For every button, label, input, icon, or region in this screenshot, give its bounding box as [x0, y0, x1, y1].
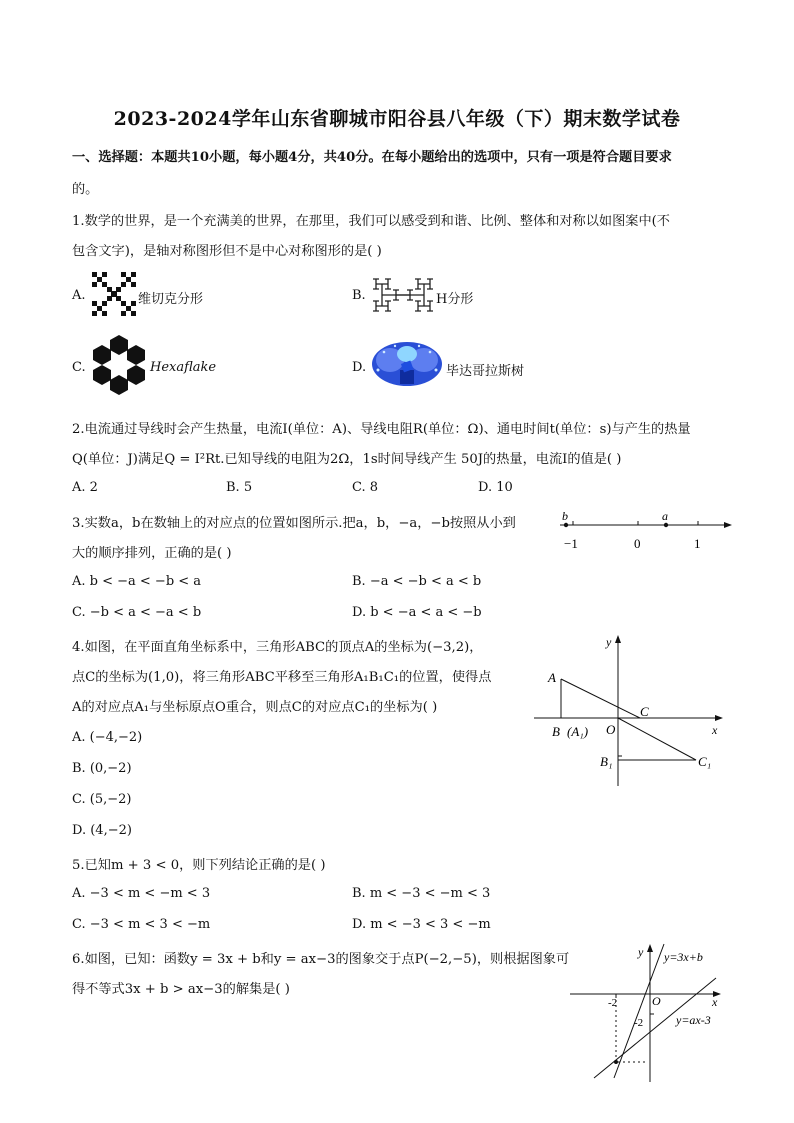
q6-axis-y: y	[638, 945, 644, 959]
q4-option-d: D. (4,−2)	[72, 823, 132, 838]
q2-option-b: B. 5	[226, 480, 253, 495]
q1-option-a-text: 维切克分形	[138, 292, 204, 307]
q2-option-a: A. 2	[72, 480, 98, 495]
q2-option-d: D. 10	[478, 480, 513, 495]
q1-stem-line1: 1.数学的世界，是一个充满美的世界，在那里，我们可以感受到和谐、比例、整体和对称以如图案中(不	[72, 214, 670, 229]
q6-stem-line2: 得不等式3x + b > ax−3的解集是( )	[72, 982, 290, 997]
q4-stem-line2: 点C的坐标为(1,0)，将三角形ABC平移至三角形A₁B₁C₁的位置，使得点	[72, 670, 492, 685]
q6-stem-line1: 6.如图，已知：函数y = 3x + b和y = ax−3的图象交于点P(−2,−5)，则根据图象可	[72, 952, 570, 967]
page-title: 2023-2024学年山东省聊城市阳谷县八年级（下）期末数学试卷	[113, 108, 681, 130]
q3-label-a: a	[662, 509, 668, 523]
q5-stem: 5.已知m + 3 < 0，则下列结论正确的是( )	[72, 858, 326, 873]
q4-option-b: B. (0,−2)	[72, 761, 132, 776]
q4-label-o: O	[606, 722, 616, 737]
vicsek-fractal-image	[92, 272, 136, 316]
q6-tick-x-minus2: -2	[608, 997, 618, 1009]
q2-stem-line1: 2.电流通过导线时会产生热量，电流I(单位：A)、导线电阻R(单位：Ω)、通电时间t(单位：s)与产生的热量	[72, 422, 691, 437]
q5-option-b: B. m < −3 < −m < 3	[352, 886, 491, 901]
q3-label-b: b	[562, 509, 568, 523]
q3-option-c: C. −b < a < −a < b	[72, 605, 202, 620]
h-fractal-image	[372, 272, 434, 318]
q3-stem-line1: 3.实数a，b在数轴上的对应点的位置如图所示.把a，b，−a，−b按照从小到	[72, 516, 516, 531]
q1-option-d-text: 毕达哥拉斯树	[446, 364, 525, 379]
q6-graph-figure	[566, 940, 736, 1086]
q4-label-b1: B₁	[600, 754, 613, 769]
q3-point-a	[664, 523, 668, 527]
q3-tick-1: 1	[694, 536, 701, 551]
q3-tick-0: 0	[634, 536, 641, 551]
q5-option-c: C. −3 < m < 3 < −m	[72, 917, 211, 932]
q1-option-d-label: D.	[352, 360, 367, 375]
q4-coordinate-figure	[530, 630, 730, 790]
q3-option-a: A. b < −a < −b < a	[72, 574, 202, 589]
q4-stem-line3: A的对应点A₁与坐标原点O重合，则点C的对应点C₁的坐标为( )	[72, 700, 438, 715]
q4-stem-line1: 4.如图，在平面直角坐标系中，三角形ABC的顶点A的坐标为(−3,2)，	[72, 640, 483, 655]
q4-label-a: A	[548, 670, 556, 685]
q6-label-o: O	[652, 994, 661, 1008]
q3-stem-line2: 大的顺序排列，正确的是( )	[72, 546, 232, 561]
q3-number-line-figure	[556, 508, 736, 554]
section-heading-line2: 的。	[72, 182, 99, 197]
q3-option-b: B. −a < −b < a < b	[352, 574, 482, 589]
q2-option-c: C. 8	[352, 480, 379, 495]
q3-option-d: D. b < −a < a < −b	[352, 605, 482, 620]
q4-option-a: A. (−4,−2)	[72, 730, 143, 745]
hexaflake-image	[90, 334, 148, 396]
q1-option-b-text: H分形	[436, 292, 474, 307]
q4-label-c1: C₁	[698, 754, 712, 769]
q1-option-c-text: Hexaflake	[150, 360, 217, 375]
q5-option-d: D. m < −3 < 3 < −m	[352, 917, 491, 932]
q4-label-c: C	[640, 704, 649, 719]
q3-point-b	[564, 523, 568, 527]
q6-point-p	[614, 1060, 618, 1064]
q4-axis-x: x	[712, 723, 718, 737]
pythagoras-tree-image	[370, 340, 444, 390]
q4-label-b: B	[552, 724, 560, 739]
q1-stem-line2: 包含文字)，是轴对称图形但不是中心对称图形的是( )	[72, 244, 382, 259]
q6-axis-x: x	[712, 995, 718, 1009]
q6-line1-label: y=3x+b	[664, 950, 703, 964]
q4-axis-y: y	[606, 635, 612, 649]
q4-label-a1: (A₁)	[567, 724, 589, 739]
q1-option-c-label: C.	[72, 360, 86, 375]
q1-option-a-label: A.	[72, 288, 86, 303]
q6-line2-label: y=ax-3	[676, 1013, 711, 1027]
section-heading-line1: 一、选择题：本题共10小题，每小题4分，共40分。在每小题给出的选项中，只有一项是符合题目要求	[72, 150, 672, 165]
q3-tick-minus1: −1	[564, 536, 578, 551]
q4-option-c: C. (5,−2)	[72, 792, 132, 807]
q1-option-b-label: B.	[352, 288, 366, 303]
q2-stem-line2: Q(单位：J)满足Q = I²Rt.已知导线的电阻为2Ω，1s时间导线产生 50J的热量，电流I的值是( )	[72, 452, 622, 467]
q5-option-a: A. −3 < m < −m < 3	[72, 886, 211, 901]
q6-tick-y-minus2: -2	[634, 1017, 644, 1029]
